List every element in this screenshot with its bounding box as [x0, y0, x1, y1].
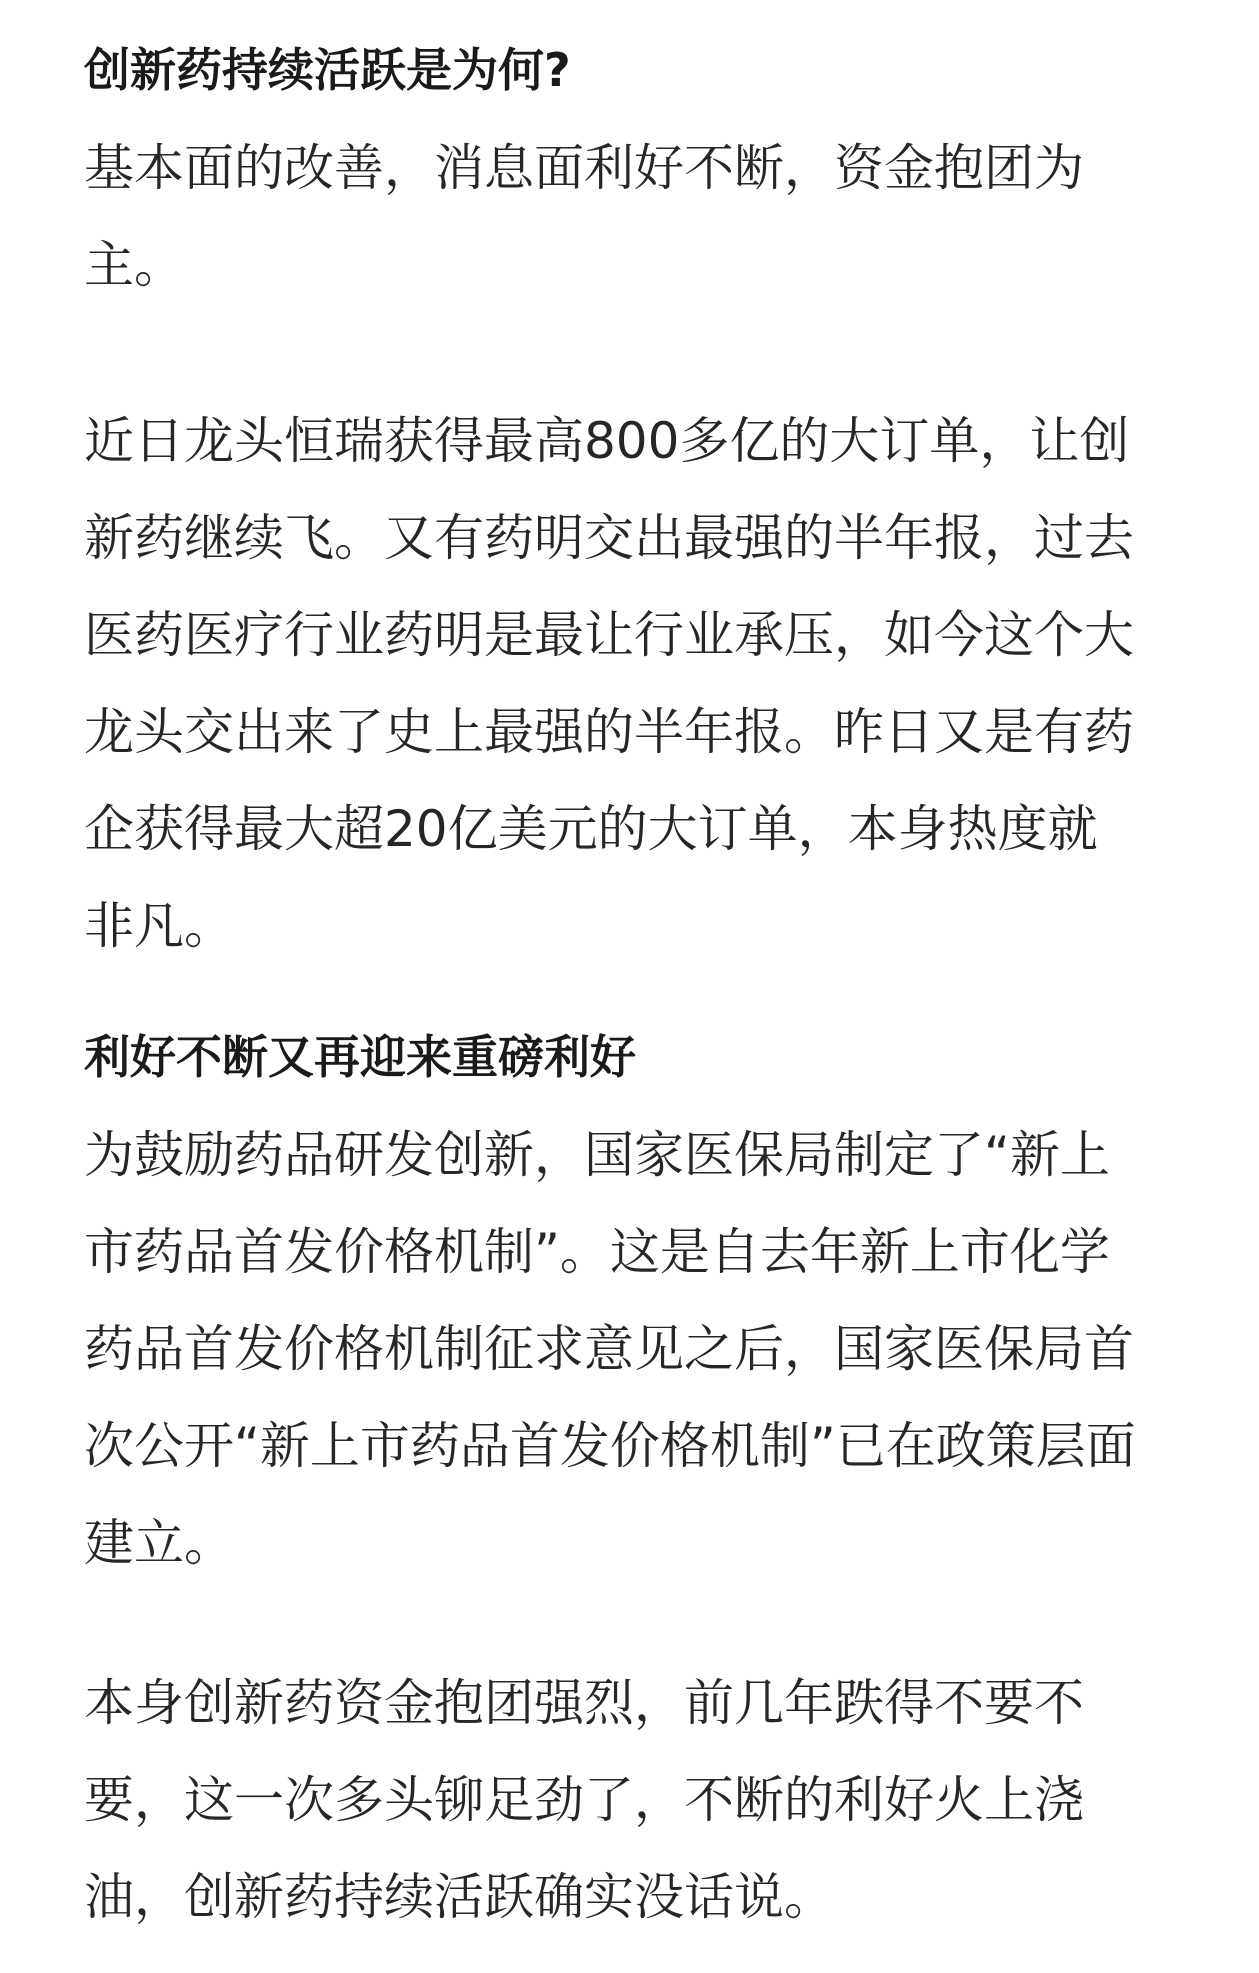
text-line: 基本面的改善，消息面利好不断，资金抱团为 [84, 139, 1084, 197]
text-line: 主。 [84, 236, 184, 294]
paragraph-fundamentals [84, 120, 1184, 314]
text-line: 药品首发价格机制征求意见之后，国家医保局首 [84, 1320, 1134, 1378]
text-line: 医药医疗行业药明是最让行业承压，如今这个大 [84, 606, 1134, 664]
text-line: 市药品首发价格机制”。这是自去年新上市化学 [84, 1223, 1110, 1281]
heading-continuous-good-news: 利好不断又再迎来重磅利好 [84, 1030, 636, 1084]
text-line: 龙头交出来了史上最强的半年报。昨日又是有药 [84, 703, 1134, 761]
text-line: 本身创新药资金抱团强烈，前几年跌得不要不 [84, 1674, 1084, 1732]
heading-why-innovative-drugs-active: 创新药持续活跃是为何? [84, 43, 571, 97]
text-line: 要，这一次多头铆足劲了，不断的利好火上浇 [84, 1771, 1084, 1829]
paragraph-pricing-mechanism [84, 1107, 1184, 1592]
paragraph-orders-and-reports [84, 393, 1184, 975]
paragraph-capital-grouping [84, 1655, 1184, 1946]
text-line: 建立。 [84, 1514, 234, 1572]
text-line: 次公开“新上市药品首发价格机制”已在政策层面 [84, 1417, 1136, 1475]
text-line: 新药继续飞。又有药明交出最强的半年报，过去 [84, 509, 1134, 567]
text-line: 油，创新药持续活跃确实没话说。 [84, 1868, 834, 1926]
text-line: 企获得最大超20亿美元的大订单，本身热度就 [84, 800, 1098, 858]
text-line: 为鼓励药品研发创新，国家医保局制定了“新上 [84, 1126, 1110, 1184]
text-line: 非凡。 [84, 897, 234, 955]
text-line: 近日龙头恒瑞获得最高800多亿的大订单，让创 [84, 412, 1130, 470]
